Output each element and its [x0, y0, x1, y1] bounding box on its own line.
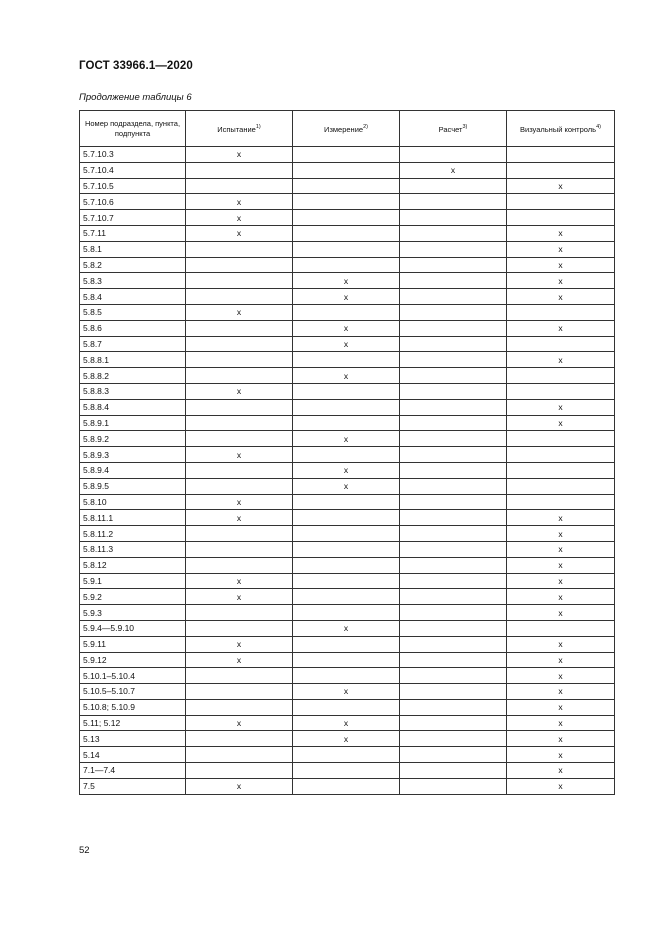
calculation-cell [400, 257, 507, 273]
calculation-cell [400, 447, 507, 463]
table-row [80, 257, 615, 273]
table-row [80, 652, 615, 668]
page-number: 52 [79, 845, 90, 856]
test-cell: x [186, 225, 293, 241]
header-measurement [293, 111, 400, 147]
table-row [80, 684, 615, 700]
measurement-cell [293, 210, 400, 226]
test-cell: x [186, 589, 293, 605]
test-cell: x [186, 194, 293, 210]
measurement-cell: x [293, 368, 400, 384]
test-cell [186, 320, 293, 336]
test-cell [186, 352, 293, 368]
test-cell [186, 368, 293, 384]
section-number-cell: 5.7.10.4 [80, 162, 186, 178]
calculation-cell [400, 320, 507, 336]
section-number-cell: 5.8.3 [80, 273, 186, 289]
measurement-cell [293, 241, 400, 257]
measurement-cell: x [293, 684, 400, 700]
table-row [80, 699, 615, 715]
test-cell [186, 699, 293, 715]
calculation-cell [400, 699, 507, 715]
test-cell [186, 273, 293, 289]
visual-inspection-cell: x [507, 778, 615, 794]
test-cell [186, 399, 293, 415]
measurement-cell [293, 526, 400, 542]
calculation-cell [400, 620, 507, 636]
visual-inspection-cell: x [507, 541, 615, 557]
section-number-cell: 5.7.10.3 [80, 147, 186, 163]
calculation-cell [400, 652, 507, 668]
section-number-cell: 5.10.5–5.10.7 [80, 684, 186, 700]
test-cell [186, 557, 293, 573]
calculation-cell [400, 684, 507, 700]
header-label: Испытание [217, 125, 256, 134]
calculation-cell [400, 210, 507, 226]
test-cell: x [186, 573, 293, 589]
measurement-cell [293, 636, 400, 652]
header-label: Расчет [438, 125, 463, 134]
test-cell [186, 257, 293, 273]
test-cell [186, 241, 293, 257]
test-cell: x [186, 147, 293, 163]
footnote-ref: 4) [596, 124, 601, 130]
calculation-cell [400, 289, 507, 305]
calculation-cell [400, 225, 507, 241]
visual-inspection-cell: x [507, 573, 615, 589]
calculation-cell [400, 194, 507, 210]
visual-inspection-cell [507, 447, 615, 463]
table-row [80, 178, 615, 194]
test-cell: x [186, 494, 293, 510]
section-number-cell: 5.8.4 [80, 289, 186, 305]
table-row [80, 225, 615, 241]
test-cell [186, 763, 293, 779]
visual-inspection-cell [507, 431, 615, 447]
table-row [80, 415, 615, 431]
test-cell [186, 478, 293, 494]
measurement-cell: x [293, 620, 400, 636]
visual-inspection-cell: x [507, 273, 615, 289]
test-cell [186, 541, 293, 557]
section-number-cell: 5.11; 5.12 [80, 715, 186, 731]
visual-inspection-cell [507, 304, 615, 320]
section-number-cell: 5.9.12 [80, 652, 186, 668]
calculation-cell [400, 462, 507, 478]
visual-inspection-cell: x [507, 636, 615, 652]
test-cell: x [186, 383, 293, 399]
test-cell [186, 462, 293, 478]
measurement-cell [293, 605, 400, 621]
calculation-cell [400, 668, 507, 684]
calculation-cell [400, 636, 507, 652]
section-number-cell: 5.8.7 [80, 336, 186, 352]
table-row [80, 304, 615, 320]
section-number-cell: 5.8.11.1 [80, 510, 186, 526]
requirements-table [79, 110, 615, 795]
visual-inspection-cell: x [507, 605, 615, 621]
calculation-cell [400, 715, 507, 731]
measurement-cell [293, 304, 400, 320]
calculation-cell [400, 415, 507, 431]
visual-inspection-cell [507, 368, 615, 384]
table-row [80, 383, 615, 399]
table-row [80, 462, 615, 478]
section-number-cell: 5.8.6 [80, 320, 186, 336]
section-number-cell: 5.8.8.1 [80, 352, 186, 368]
section-number-cell: 5.7.11 [80, 225, 186, 241]
section-number-cell: 5.8.10 [80, 494, 186, 510]
calculation-cell [400, 336, 507, 352]
section-number-cell: 5.10.1–5.10.4 [80, 668, 186, 684]
measurement-cell [293, 763, 400, 779]
visual-inspection-cell: x [507, 415, 615, 431]
visual-inspection-cell: x [507, 510, 615, 526]
header-label: Номер подраздела, пункта, подпункта [84, 118, 181, 138]
calculation-cell [400, 352, 507, 368]
test-cell: x [186, 447, 293, 463]
calculation-cell [400, 478, 507, 494]
section-number-cell: 5.9.1 [80, 573, 186, 589]
measurement-cell [293, 415, 400, 431]
visual-inspection-cell: x [507, 668, 615, 684]
table-row [80, 431, 615, 447]
calculation-cell [400, 605, 507, 621]
measurement-cell [293, 399, 400, 415]
footnote-ref: 1) [255, 124, 261, 130]
header-calculation [400, 111, 507, 147]
calculation-cell [400, 304, 507, 320]
calculation-cell [400, 178, 507, 194]
visual-inspection-cell: x [507, 178, 615, 194]
section-number-cell: 5.7.10.5 [80, 178, 186, 194]
test-cell: x [186, 510, 293, 526]
table-row [80, 289, 615, 305]
section-number-cell: 5.9.4—5.9.10 [80, 620, 186, 636]
test-cell: x [186, 304, 293, 320]
table-row [80, 636, 615, 652]
calculation-cell [400, 241, 507, 257]
section-number-cell: 5.8.9.3 [80, 447, 186, 463]
test-cell [186, 336, 293, 352]
visual-inspection-cell [507, 462, 615, 478]
measurement-cell [293, 178, 400, 194]
header-test [186, 111, 293, 147]
header-visual-inspection [507, 111, 615, 147]
section-number-cell: 5.8.9.2 [80, 431, 186, 447]
visual-inspection-cell: x [507, 225, 615, 241]
table-row [80, 194, 615, 210]
visual-inspection-cell [507, 383, 615, 399]
table-row [80, 399, 615, 415]
visual-inspection-cell: x [507, 589, 615, 605]
visual-inspection-cell [507, 478, 615, 494]
measurement-cell [293, 162, 400, 178]
measurement-cell [293, 573, 400, 589]
header-label: Визуальный контроль [520, 125, 597, 134]
section-number-cell: 5.9.11 [80, 636, 186, 652]
section-number-cell: 5.7.10.7 [80, 210, 186, 226]
section-number-cell: 5.8.1 [80, 241, 186, 257]
table-header-row [80, 111, 615, 147]
visual-inspection-cell: x [507, 399, 615, 415]
visual-inspection-cell: x [507, 747, 615, 763]
measurement-cell [293, 557, 400, 573]
visual-inspection-cell: x [507, 715, 615, 731]
measurement-cell [293, 383, 400, 399]
section-number-cell: 5.9.3 [80, 605, 186, 621]
header-section-number [80, 111, 186, 147]
calculation-cell [400, 147, 507, 163]
visual-inspection-cell: x [507, 289, 615, 305]
table-row [80, 620, 615, 636]
measurement-cell: x [293, 320, 400, 336]
visual-inspection-cell [507, 620, 615, 636]
measurement-cell [293, 352, 400, 368]
measurement-cell: x [293, 478, 400, 494]
section-number-cell: 5.8.9.4 [80, 462, 186, 478]
section-number-cell: 5.13 [80, 731, 186, 747]
measurement-cell: x [293, 273, 400, 289]
test-cell [186, 431, 293, 447]
calculation-cell [400, 557, 507, 573]
section-number-cell: 5.8.9.1 [80, 415, 186, 431]
visual-inspection-cell [507, 210, 615, 226]
visual-inspection-cell: x [507, 684, 615, 700]
table-row [80, 210, 615, 226]
table-row [80, 541, 615, 557]
calculation-cell [400, 383, 507, 399]
calculation-cell [400, 368, 507, 384]
table-caption: Продолжение таблицы 6 [79, 92, 192, 103]
table-row [80, 273, 615, 289]
measurement-cell [293, 510, 400, 526]
measurement-cell [293, 147, 400, 163]
calculation-cell [400, 541, 507, 557]
visual-inspection-cell: x [507, 526, 615, 542]
test-cell [186, 747, 293, 763]
test-cell [186, 731, 293, 747]
measurement-cell [293, 747, 400, 763]
table-row [80, 447, 615, 463]
section-number-cell: 5.8.5 [80, 304, 186, 320]
calculation-cell [400, 747, 507, 763]
table-row [80, 747, 615, 763]
visual-inspection-cell [507, 494, 615, 510]
table-row [80, 352, 615, 368]
test-cell [186, 289, 293, 305]
measurement-cell [293, 447, 400, 463]
section-number-cell: 5.8.9.5 [80, 478, 186, 494]
table-row [80, 731, 615, 747]
calculation-cell: x [400, 162, 507, 178]
visual-inspection-cell: x [507, 241, 615, 257]
measurement-cell [293, 257, 400, 273]
visual-inspection-cell: x [507, 352, 615, 368]
table-row [80, 778, 615, 794]
table-row [80, 147, 615, 163]
test-cell: x [186, 636, 293, 652]
calculation-cell [400, 573, 507, 589]
measurement-cell [293, 778, 400, 794]
test-cell [186, 620, 293, 636]
visual-inspection-cell [507, 162, 615, 178]
calculation-cell [400, 494, 507, 510]
section-number-cell: 5.8.8.2 [80, 368, 186, 384]
calculation-cell [400, 526, 507, 542]
footnote-ref: 2) [363, 124, 368, 130]
table-row [80, 336, 615, 352]
test-cell [186, 684, 293, 700]
table-row [80, 320, 615, 336]
calculation-cell [400, 778, 507, 794]
visual-inspection-cell [507, 336, 615, 352]
test-cell [186, 178, 293, 194]
measurement-cell [293, 668, 400, 684]
test-cell: x [186, 210, 293, 226]
section-number-cell: 5.8.11.2 [80, 526, 186, 542]
measurement-cell [293, 652, 400, 668]
table-row [80, 557, 615, 573]
measurement-cell [293, 589, 400, 605]
test-cell [186, 526, 293, 542]
test-cell: x [186, 778, 293, 794]
calculation-cell [400, 431, 507, 447]
section-number-cell: 5.8.11.3 [80, 541, 186, 557]
visual-inspection-cell: x [507, 763, 615, 779]
test-cell [186, 162, 293, 178]
visual-inspection-cell: x [507, 699, 615, 715]
test-cell [186, 668, 293, 684]
measurement-cell: x [293, 336, 400, 352]
table-row [80, 241, 615, 257]
measurement-cell [293, 541, 400, 557]
section-number-cell: 7.1—7.4 [80, 763, 186, 779]
table-row [80, 368, 615, 384]
visual-inspection-cell: x [507, 320, 615, 336]
measurement-cell: x [293, 731, 400, 747]
table-row [80, 162, 615, 178]
section-number-cell: 5.8.12 [80, 557, 186, 573]
table-row [80, 668, 615, 684]
measurement-cell [293, 699, 400, 715]
visual-inspection-cell: x [507, 257, 615, 273]
section-number-cell: 7.5 [80, 778, 186, 794]
table-row [80, 715, 615, 731]
visual-inspection-cell [507, 194, 615, 210]
calculation-cell [400, 510, 507, 526]
section-number-cell: 5.9.2 [80, 589, 186, 605]
measurement-cell: x [293, 289, 400, 305]
calculation-cell [400, 731, 507, 747]
measurement-cell [293, 194, 400, 210]
test-cell: x [186, 715, 293, 731]
table-row [80, 763, 615, 779]
visual-inspection-cell [507, 147, 615, 163]
test-cell [186, 415, 293, 431]
table-row [80, 510, 615, 526]
section-number-cell: 5.14 [80, 747, 186, 763]
header-label: Измерение [324, 125, 364, 134]
section-number-cell: 5.7.10.6 [80, 194, 186, 210]
visual-inspection-cell: x [507, 652, 615, 668]
section-number-cell: 5.8.2 [80, 257, 186, 273]
section-number-cell: 5.10.8; 5.10.9 [80, 699, 186, 715]
measurement-cell [293, 494, 400, 510]
test-cell: x [186, 652, 293, 668]
document-code: ГОСТ 33966.1—2020 [79, 60, 193, 72]
measurement-cell: x [293, 715, 400, 731]
table-row [80, 573, 615, 589]
calculation-cell [400, 399, 507, 415]
footnote-ref: 3) [462, 124, 468, 130]
calculation-cell [400, 273, 507, 289]
test-cell [186, 605, 293, 621]
visual-inspection-cell: x [507, 557, 615, 573]
calculation-cell [400, 589, 507, 605]
measurement-cell [293, 225, 400, 241]
table-row [80, 478, 615, 494]
visual-inspection-cell: x [507, 731, 615, 747]
table-row [80, 494, 615, 510]
section-number-cell: 5.8.8.3 [80, 383, 186, 399]
measurement-cell: x [293, 462, 400, 478]
calculation-cell [400, 763, 507, 779]
table-row [80, 589, 615, 605]
section-number-cell: 5.8.8.4 [80, 399, 186, 415]
measurement-cell: x [293, 431, 400, 447]
table-row [80, 605, 615, 621]
table-row [80, 526, 615, 542]
